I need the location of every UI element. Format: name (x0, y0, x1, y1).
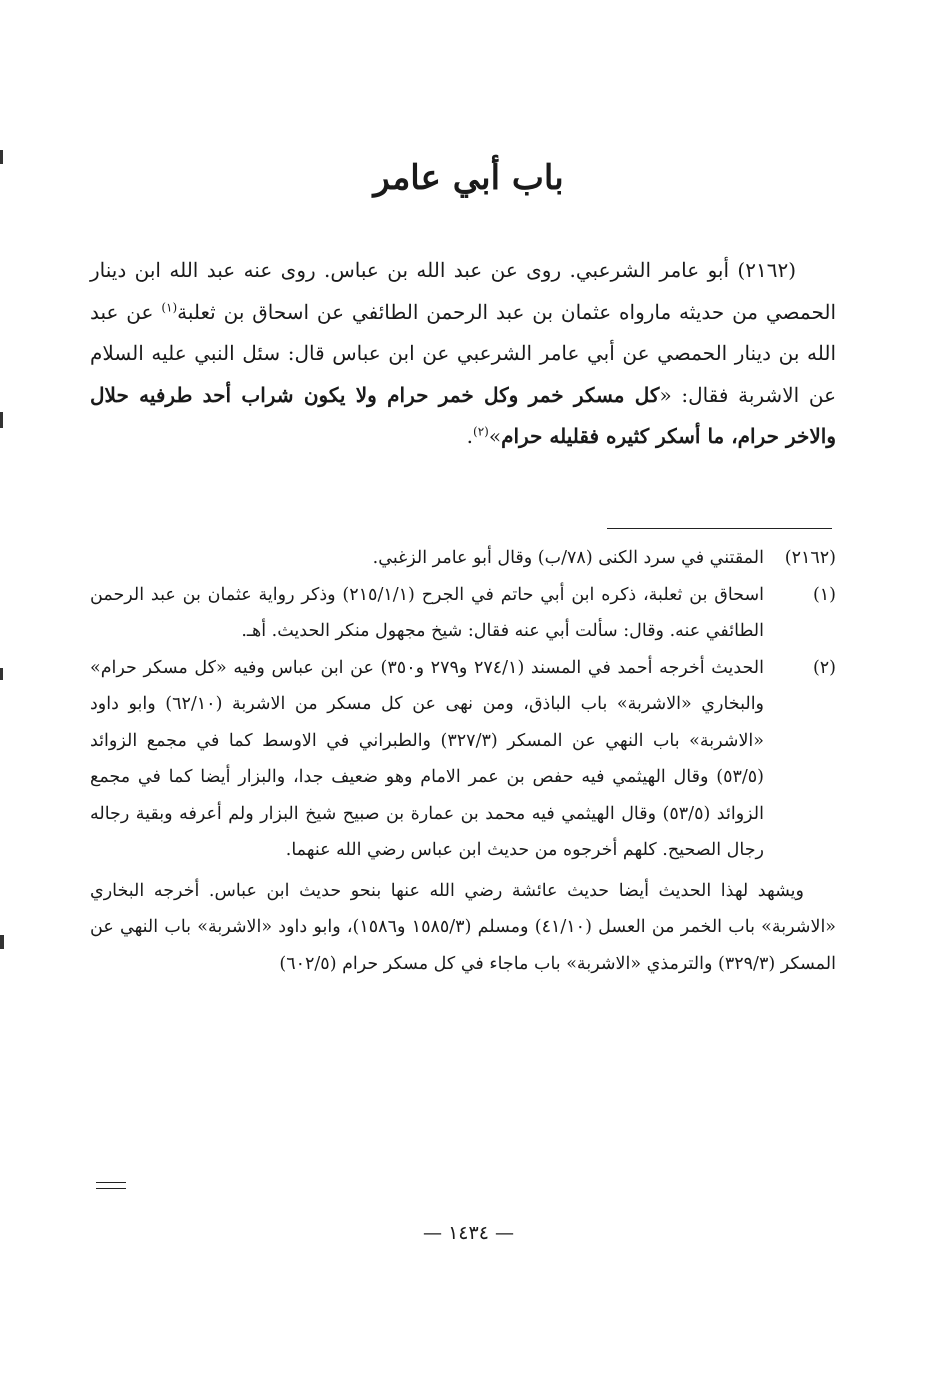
footnote-text: الحديث أخرجه أحمد في المسند (٢٧٤/١ و٢٧٩ و٣٥٠) عن ابن عباس وفيه «كل مسكر حرام» والبخاري «الاشربة» باب الباذق، ومن نهى عن كل مسكر من الاشربة (٦٢/١٠) وابو داود «الاشربة» باب النهي عن المسكر (٣٢٧/٣) والطبراني في الاوسط كما في مجمع الزوائد (٥٣/٥) وقال الهيثمي فيه حفص بن عمر الامام وهو ضعيف جدا، والبزار أيضا كما في مجمع الزوائد (٥٣/٥) وقال الهيثمي فيه محمد بن عمارة بن صبيح شيخ البزار ولم أعرفه وبقية رجاله رجال الصحيح. كلهم أخرجوه من حديث ابن عباس رضي الله عنهما. (90, 657, 765, 860)
footnote-number: (٢١٦٢) (784, 548, 836, 568)
footnote-marker-2[interactable]: (٢) (473, 424, 489, 439)
footnote-text: اسحاق بن ثعلبة، ذكره ابن أبي حاتم في الجرح (٢١٥/١/١) وذكر رواية عثمان بن عبد الرحمن الطائفي عنه. وقال: سألت أبي عنه فقال: شيخ مجهول منكر الحديث. أهـ. (90, 584, 764, 641)
continuation-mark (96, 1182, 126, 1189)
hadith-text: كل مسكر خمر وكل خمر حرام ولا يكون شراب أحد طرفيه حلال والاخر حرام، ما أسكر كثيره فقليله حرام (90, 382, 836, 448)
footnote-marker-1[interactable]: (١) (161, 299, 178, 314)
scan-edge-mark (0, 935, 4, 949)
footnote-separator (607, 528, 832, 529)
footnote-continuation: ويشهد لهذا الحديث أيضا حديث عائشة رضي الله عنها بنحو حديث ابن عباس. أخرجه البخاري «الاشربة» باب الخمر من العسل (٤١/١٠) ومسلم (١٥٨٥/٣ و١٥٨٦)، وابو داود «الاشربة» باب النهي عن المسكر (٣٢٩/٣) والترمذي «الاشربة» باب ماجاء في كل مسكر حرام (٦٠٢/٥) (90, 880, 837, 974)
footnote-number: (٢) (812, 657, 836, 678)
closing-quote: » (488, 424, 502, 448)
entry-text-part2: عن عبد الله بن دينار الحمصي عن أبي عامر الشرعبي عن ابن عباس قال: سئل النبي عليه السلام عن الاشربة فقال: « (90, 299, 836, 407)
entry-text-part1: أبو عامر الشرعبي. روى عن عبد الله بن عباس. روى عنه عبد الله ابن دينار الحمصي من حديثه ماروا‌ه عثمان بن عبد الرحمن الطائفي عن اسحاق بن ثعلبة (90, 258, 837, 324)
chapter-title: باب أبي عامر (373, 158, 564, 198)
scan-edge-mark (0, 668, 3, 680)
footnote-entry (90, 577, 836, 650)
page-number: — ١٤٣٤ — (423, 1222, 514, 1244)
end-period: . (466, 424, 473, 448)
footnote-text: المقتني في سرد الكنى (٧٨/ب) وقال أبو عامر الزغبي. (372, 548, 764, 568)
footnote-number: (١) (812, 584, 836, 605)
footnote-entry (90, 650, 836, 869)
entry-paragraph (90, 250, 836, 458)
footnotes-section (90, 540, 836, 982)
footnote-entry (90, 540, 836, 577)
scan-edge-mark (0, 412, 3, 428)
entry-number: (٢١٦٢) (737, 258, 797, 282)
